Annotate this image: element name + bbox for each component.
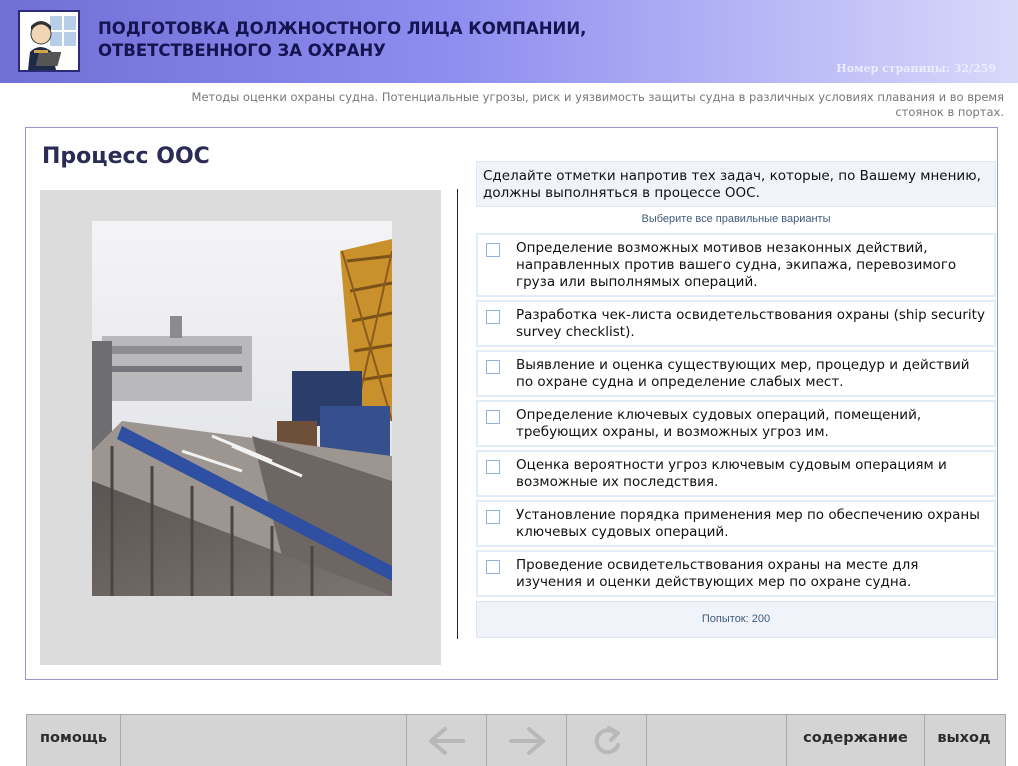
course-title-line-2: ОТВЕТСТВЕННОГО ЗА ОХРАНУ (98, 41, 386, 60)
course-header (0, 0, 1018, 83)
contents-button[interactable] (787, 715, 925, 766)
content-frame (25, 127, 998, 680)
back-button[interactable] (407, 715, 487, 766)
page-number-label: Номер страницы: (836, 62, 950, 75)
option-label: Определение возможных мотивов незаконных действий, направленных против вашего судна, экипажа, перевозимого груза или выполнямых операций. (516, 240, 957, 290)
topic-breadcrumb: Методы оценки охраны судна. Потенциальные угрозы, риск и уязвимость защиты судна в различных условиях плавания и во время стоянок в портах. (191, 90, 1004, 119)
exit-button-label: выход (937, 730, 991, 746)
checkbox[interactable] (486, 360, 500, 374)
answer-option-5[interactable] (476, 450, 996, 497)
option-label: Определение ключевых судовых операций, помещений, требующих охраны, и возможных угроз им. (516, 407, 922, 440)
checkbox[interactable] (486, 560, 500, 574)
bottom-navigation (26, 714, 1006, 766)
photo-panel (40, 190, 441, 665)
page-number-value: 32/259 (953, 62, 996, 75)
answer-option-1[interactable] (476, 233, 996, 297)
course-title (98, 18, 618, 62)
answer-option-3[interactable] (476, 350, 996, 397)
nav-spacer-left (121, 715, 407, 766)
option-label: Разработка чек-листа освидетельствования охраны (ship security survey checklist). (516, 307, 985, 340)
answer-option-6[interactable] (476, 500, 996, 547)
page-title: Процесс ООС (42, 144, 210, 169)
option-label: Проведение освидетельствования охраны на месте для изучения и оценки действующих мер по охране судна. (516, 557, 919, 590)
option-label: Оценка вероятности угроз ключевым судовым операциям и возможные их последствия. (516, 457, 947, 490)
checkbox[interactable] (486, 510, 500, 524)
ship-deck-photo (92, 221, 392, 596)
checkbox[interactable] (486, 243, 500, 257)
vertical-divider (457, 189, 458, 639)
checkbox[interactable] (486, 310, 500, 324)
answer-option-2[interactable] (476, 300, 996, 347)
checkbox[interactable] (486, 460, 500, 474)
officer-avatar-icon (18, 10, 80, 72)
page-number (836, 62, 996, 75)
help-button-label: помощь (40, 730, 107, 746)
arrow-left-icon (425, 723, 469, 759)
exit-button[interactable] (925, 715, 1003, 766)
checkbox[interactable] (486, 410, 500, 424)
course-title-line-1: ПОДГОТОВКА ДОЛЖНОСТНОГО ЛИЦА КОМПАНИИ, (98, 19, 587, 38)
option-label: Выявление и оценка существующих мер, процедур и действий по охране судна и определение слабых мест. (516, 357, 970, 390)
answer-option-7[interactable] (476, 550, 996, 597)
reload-icon (585, 723, 629, 759)
answer-option-4[interactable] (476, 400, 996, 447)
nav-spacer-right (647, 715, 787, 766)
contents-button-label: содержание (803, 730, 908, 746)
reload-button[interactable] (567, 715, 647, 766)
option-label: Установление порядка применения мер по обеспечению охраны ключевых судовых операций. (516, 507, 980, 540)
arrow-right-icon (505, 723, 549, 759)
help-button[interactable] (27, 715, 121, 766)
attempts-counter: Попыток: 200 (476, 601, 996, 638)
answer-hint: Выберите все правильные варианты (641, 213, 831, 225)
question-text: Сделайте отметки напротив тех задач, которые, по Вашему мнению, должны выполняться в процессе ООС. (476, 161, 996, 207)
forward-button[interactable] (487, 715, 567, 766)
